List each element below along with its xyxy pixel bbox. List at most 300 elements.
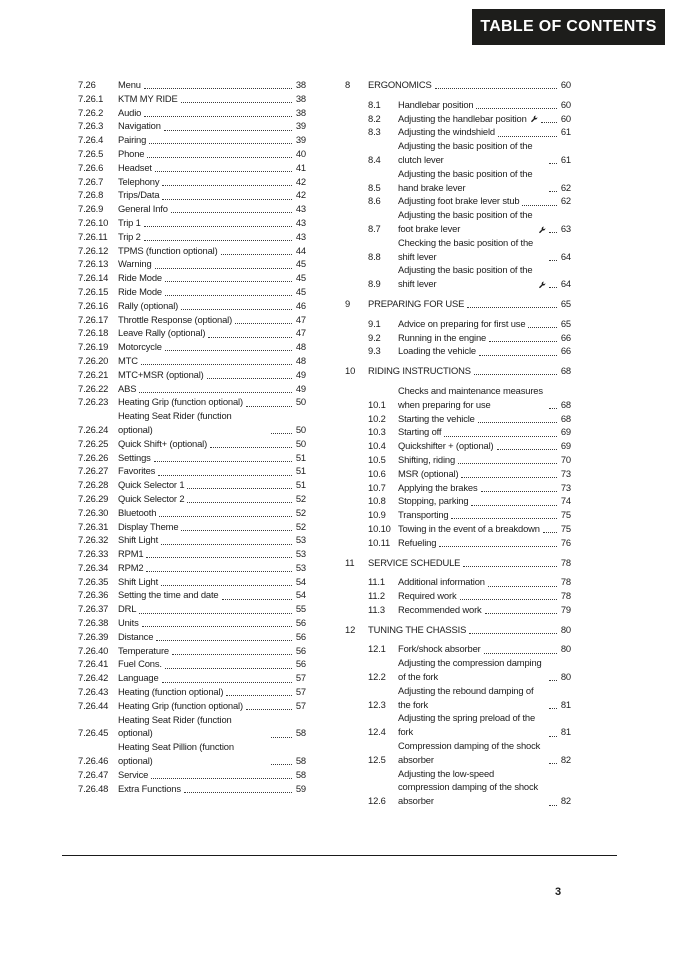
entry-page: 41 (295, 161, 306, 173)
entry-number: 7.26.38 (78, 617, 109, 629)
entry-page: 78 (560, 590, 571, 602)
entry-number: 7.26.46 (78, 755, 109, 767)
dot-leader (467, 307, 557, 308)
entry-title: Audio (118, 106, 142, 118)
entry-page: 80 (560, 643, 571, 655)
dot-leader (235, 323, 292, 324)
entry-number: 8.9 (368, 278, 381, 290)
toc-section (345, 623, 571, 808)
entry-number: 7.26.35 (78, 575, 109, 587)
entry-page: 68 (560, 412, 571, 424)
dot-leader (541, 122, 557, 123)
entry-number: 10.7 (368, 481, 386, 493)
entry-page: 56 (295, 630, 306, 642)
dot-leader (271, 764, 292, 765)
entry-page: 58 (295, 755, 306, 767)
entry-number: 7.26.18 (78, 327, 109, 339)
entry-title: Recommended work (398, 603, 482, 615)
entry-page: 69 (560, 426, 571, 438)
entry-title: Warning (118, 258, 152, 270)
entry-title: TUNING THE CHASSIS (368, 623, 467, 635)
entry-page: 60 (560, 98, 571, 110)
toc-entry-row (78, 520, 306, 534)
entry-title: Adjusting the windshield (398, 126, 495, 138)
dot-leader (144, 240, 292, 241)
footer-divider (62, 855, 617, 856)
entry-title: Refueling (398, 536, 437, 548)
dot-leader (461, 477, 557, 478)
toc-entry-row (78, 78, 306, 92)
entry-page: 50 (295, 423, 306, 435)
dot-leader (485, 613, 557, 614)
toc-entry-row (78, 230, 306, 244)
entry-number: 7.26.29 (78, 492, 109, 504)
toc-section-row (345, 364, 571, 378)
toc-entry-row (78, 285, 306, 299)
entry-page: 66 (560, 331, 571, 343)
dot-leader (549, 191, 557, 192)
entry-page: 57 (295, 699, 306, 711)
entry-title: Additional information (398, 576, 485, 588)
entry-number: 7.26.22 (78, 382, 109, 394)
entry-number: 7.26.21 (78, 368, 109, 380)
dot-leader (460, 599, 558, 600)
entry-page: 64 (560, 278, 571, 290)
dot-leader (165, 668, 292, 669)
entry-page: 78 (560, 576, 571, 588)
dot-leader (549, 287, 557, 288)
toc-left-column (78, 78, 306, 808)
toc-entry-row (368, 208, 571, 236)
entry-title: Quick Selector 1 (118, 479, 185, 491)
toc-entry-row (368, 412, 571, 426)
dot-leader (159, 516, 292, 517)
entry-page: 64 (560, 250, 571, 262)
entry-title: ABS (118, 382, 137, 394)
entry-number: 7.26.24 (78, 423, 109, 435)
dot-leader (481, 491, 558, 492)
toc-entry-row (368, 589, 571, 603)
dot-leader (471, 505, 557, 506)
entry-title: Advice on preparing for first use (398, 317, 526, 329)
entry-title: Leave Rally (optional) (118, 327, 206, 339)
toc-entry-row (78, 119, 306, 133)
entry-title: Adjusting foot brake lever stub (398, 195, 520, 207)
entry-page: 45 (295, 272, 306, 284)
entry-number: 11.3 (368, 603, 385, 615)
entry-title: Rally (optional) (118, 299, 179, 311)
toc-entry-row (368, 642, 571, 656)
toc-entry-row (78, 561, 306, 575)
entry-number: 7.26.5 (78, 147, 104, 159)
toc-entry-row (78, 644, 306, 658)
entry-number: 7.26.25 (78, 437, 109, 449)
entry-number: 10.2 (368, 412, 386, 424)
entry-page: 73 (560, 467, 571, 479)
entry-page: 82 (560, 795, 571, 807)
entry-page: 57 (295, 686, 306, 698)
toc-entry-row (368, 494, 571, 508)
entry-page: 42 (295, 189, 306, 201)
dot-leader (458, 463, 557, 464)
dot-leader (171, 212, 292, 213)
entry-number: 9.2 (368, 331, 381, 343)
entry-number: 10.3 (368, 426, 386, 438)
dot-leader (146, 557, 292, 558)
entry-number: 11 (345, 556, 355, 568)
entry-number: 7.26.6 (78, 161, 104, 173)
entry-title: MTC (118, 354, 138, 366)
dot-leader (156, 640, 292, 641)
entry-title: Quickshifter + (optional) (398, 440, 494, 452)
toc-entry-row (368, 331, 571, 345)
entry-number: 12.6 (368, 795, 386, 807)
toc-entry-row (78, 602, 306, 616)
entry-title: RPM1 (118, 548, 144, 560)
entry-page: 54 (295, 589, 306, 601)
toc-entry-row (368, 384, 571, 412)
entry-title: Stopping, parking (398, 495, 469, 507)
toc-entry-row (368, 112, 571, 126)
entry-page: 80 (560, 623, 571, 635)
entry-number: 10.1 (368, 398, 386, 410)
toc-entry-row (78, 437, 306, 451)
entry-number: 7.26.39 (78, 630, 109, 642)
dot-leader (161, 585, 292, 586)
entry-page: 38 (295, 79, 306, 90)
toc-entry-row (78, 464, 306, 478)
entry-title: Heating Grip (function optional) (118, 699, 243, 711)
dot-leader (549, 763, 557, 764)
dot-leader (497, 449, 557, 450)
toc-entry-row (368, 739, 571, 767)
entry-page: 81 (560, 698, 571, 710)
toc-entry-row (78, 257, 306, 271)
toc-entry-row (368, 711, 571, 739)
entry-page: 46 (295, 299, 306, 311)
entry-title: Checking the basic position of the shift lever (398, 236, 534, 262)
entry-number: 7.26.9 (78, 203, 104, 215)
dot-leader (144, 226, 292, 227)
entry-number: 7.26.32 (78, 534, 109, 546)
dot-leader (549, 408, 557, 409)
entry-title: Extra Functions (118, 782, 181, 794)
toc-entry-row (78, 768, 306, 782)
toc-entry-row (368, 344, 571, 358)
dot-leader (528, 327, 557, 328)
entry-number: 7.26.27 (78, 465, 109, 477)
toc-entry-row (78, 616, 306, 630)
dot-leader (208, 337, 292, 338)
entry-page: 49 (295, 382, 306, 394)
toc-entry-row (78, 216, 306, 230)
toc-entry-row (368, 167, 571, 195)
entry-number: 7.26.48 (78, 782, 109, 794)
entry-page: 60 (560, 112, 571, 124)
dot-leader (451, 518, 557, 519)
entry-title: Fork/shock absorber (398, 643, 481, 655)
entry-page: 43 (295, 230, 306, 242)
dot-leader (498, 136, 557, 137)
entry-title: Telephony (118, 175, 160, 187)
entry-title: TPMS (function optional) (118, 244, 218, 256)
dot-leader (146, 571, 292, 572)
toc-entry-row (78, 740, 306, 768)
entry-title: Trip 2 (118, 230, 141, 242)
wrench-icon (538, 226, 546, 234)
toc-entry-row (368, 236, 571, 264)
entry-page: 61 (560, 153, 571, 165)
entry-number: 8.6 (368, 195, 381, 207)
toc-entry-row (78, 244, 306, 258)
entry-number: 7.26.14 (78, 272, 109, 284)
entry-number: 7.26.34 (78, 561, 109, 573)
entry-title: MSR (optional) (398, 467, 459, 479)
entry-page: 50 (295, 396, 306, 408)
dot-leader (549, 708, 557, 709)
dot-leader (165, 281, 292, 282)
entry-number: 12.3 (368, 698, 386, 710)
entry-number: 10.11 (368, 536, 391, 548)
entry-title: Favorites (118, 465, 156, 477)
entry-number: 8.3 (368, 126, 381, 138)
entry-title: Heating Grip (function optional) (118, 396, 243, 408)
entry-page: 79 (560, 603, 571, 615)
toc-section-entries (368, 98, 571, 291)
toc-entry-row (368, 425, 571, 439)
entry-number: 7.26.1 (78, 92, 104, 104)
entry-page: 38 (295, 92, 306, 104)
dot-leader (165, 295, 292, 296)
entry-page: 73 (560, 481, 571, 493)
toc-section-row (345, 556, 571, 570)
entry-title: Adjusting the compression damping of the fork (398, 657, 542, 683)
dot-leader (162, 185, 292, 186)
toc-entry-row (368, 317, 571, 331)
entry-page: 50 (295, 437, 306, 449)
toc-entry-row (368, 194, 571, 208)
entry-title: Pairing (118, 134, 147, 146)
entry-title: Service (118, 768, 149, 780)
toc-entry-row (368, 656, 571, 684)
entry-page: 56 (295, 658, 306, 670)
entry-page: 80 (560, 671, 571, 683)
entry-page: 43 (295, 216, 306, 228)
entry-page: 65 (560, 317, 571, 329)
page-title-text: TABLE OF CONTENTS (480, 18, 657, 35)
entry-page: 62 (560, 181, 571, 193)
dot-leader (226, 695, 292, 696)
entry-number: 7.26.19 (78, 341, 109, 353)
dot-leader (549, 736, 557, 737)
toc-entry-row (78, 671, 306, 685)
entry-page: 55 (295, 603, 306, 615)
toc-entry-row (78, 92, 306, 106)
entry-number: 7.26.26 (78, 451, 109, 463)
entry-page: 52 (295, 520, 306, 532)
toc-entry-row (368, 575, 571, 589)
entry-number: 12.5 (368, 753, 386, 765)
dot-leader (155, 268, 292, 269)
entry-title: Headset (118, 161, 152, 173)
entry-page: 43 (295, 203, 306, 215)
entry-page: 75 (560, 522, 571, 534)
entry-title: Ride Mode (118, 272, 162, 284)
toc-entry-row (78, 533, 306, 547)
entry-title: Adjusting the low-speed compression damping of the shock absorber (398, 767, 539, 807)
entry-number: 7.26.12 (78, 244, 109, 256)
dot-leader (187, 488, 292, 489)
entry-title: Distance (118, 630, 154, 642)
dot-leader (142, 626, 292, 627)
entry-title: Temperature (118, 644, 169, 656)
entry-title: Fuel Cons. (118, 658, 162, 670)
entry-number: 7.26.43 (78, 686, 109, 698)
toc-entry-row (78, 782, 306, 796)
toc-entry-row (78, 368, 306, 382)
entry-title: SERVICE SCHEDULE (368, 556, 461, 568)
entry-page: 38 (295, 106, 306, 118)
entry-title: Adjusting the rebound damping of the fork (398, 684, 534, 710)
dot-leader (158, 475, 292, 476)
entry-title: RPM2 (118, 561, 144, 573)
toc-section-row (345, 623, 571, 637)
entry-page: 51 (295, 479, 306, 491)
dot-leader (141, 364, 292, 365)
toc-entry-row (78, 299, 306, 313)
toc-section-entries (368, 642, 571, 808)
entry-number: 7.26.8 (78, 189, 104, 201)
toc-entry-row (368, 481, 571, 495)
entry-page: 40 (295, 147, 306, 159)
dot-leader (549, 805, 557, 806)
dot-leader (139, 613, 292, 614)
entry-page: 49 (295, 368, 306, 380)
toc-entry-row (368, 522, 571, 536)
toc-entry-row (78, 575, 306, 589)
dot-leader (549, 680, 557, 681)
entry-number: 8.7 (368, 222, 381, 234)
entry-title: Adjusting the basic position of the hand brake lever (398, 167, 533, 193)
dot-leader (162, 199, 292, 200)
dot-leader (172, 654, 292, 655)
entry-number: 8.8 (368, 250, 381, 262)
entry-page: 51 (295, 451, 306, 463)
entry-title: Applying the brakes (398, 481, 478, 493)
entry-page: 48 (295, 354, 306, 366)
entry-number: 12.1 (368, 643, 386, 655)
entry-number: 8 (345, 79, 351, 90)
entry-page: 52 (295, 492, 306, 504)
entry-title: Navigation (118, 120, 161, 132)
entry-title: Bluetooth (118, 506, 157, 518)
entry-title: Units (118, 617, 139, 629)
toc-entry-row (78, 409, 306, 437)
dot-leader (184, 792, 292, 793)
entry-page: 59 (295, 782, 306, 794)
entry-title: PREPARING FOR USE (368, 297, 465, 309)
toc-entry-row (368, 467, 571, 481)
dot-leader (474, 374, 557, 375)
entry-number: 8.1 (368, 98, 381, 110)
entry-number: 7.26 (78, 79, 96, 90)
entry-title: Starting off (398, 426, 442, 438)
entry-title: Language (118, 672, 159, 684)
dot-leader (549, 163, 557, 164)
entry-title: Motorcycle (118, 341, 162, 353)
toc-entry-row (368, 767, 571, 808)
toc-entry-row (368, 684, 571, 712)
entry-number: 10.5 (368, 453, 386, 465)
entry-title: Adjusting the handlebar position (398, 112, 527, 124)
dot-leader (549, 260, 557, 261)
toc-entry-row (78, 133, 306, 147)
toc-right-column (345, 78, 571, 808)
dot-leader (246, 709, 292, 710)
toc-entry-row (78, 451, 306, 465)
entry-page: 68 (560, 398, 571, 410)
entry-number: 12.2 (368, 671, 386, 683)
page-title (472, 9, 665, 45)
entry-page: 82 (560, 753, 571, 765)
entry-title: Starting the vehicle (398, 412, 475, 424)
dot-leader (478, 422, 557, 423)
toc-section-entries (368, 575, 571, 616)
entry-number: 7.26.7 (78, 175, 104, 187)
toc-entry-row (78, 395, 306, 409)
entry-title: General Info (118, 203, 168, 215)
dot-leader (147, 157, 292, 158)
dot-leader (210, 447, 292, 448)
toc-entry-row (368, 508, 571, 522)
entry-title: Checks and maintenance measures when preparing for use (398, 384, 543, 410)
toc-entry-row (78, 271, 306, 285)
entry-page: 42 (295, 175, 306, 187)
entry-number: 7.26.11 (78, 230, 108, 242)
toc-entry-row (78, 492, 306, 506)
entry-title: DRL (118, 603, 137, 615)
entry-number: 9.3 (368, 345, 381, 357)
entry-page: 53 (295, 561, 306, 573)
entry-title: Throttle Response (optional) (118, 313, 233, 325)
toc-entry-row (368, 125, 571, 139)
entry-number: 10.4 (368, 440, 386, 452)
footer-page-number: 3 (554, 886, 562, 898)
toc-entry-row (78, 340, 306, 354)
entry-page: 45 (295, 285, 306, 297)
toc-entry-row (368, 536, 571, 550)
toc-entry-row (78, 506, 306, 520)
entry-title: Compression damping of the shock absorber (398, 740, 541, 765)
toc-entry-row (78, 382, 306, 396)
entry-title: Adjusting the basic position of the shift lever (398, 264, 533, 290)
entry-page: 78 (560, 556, 571, 568)
toc-section (345, 364, 571, 549)
entry-number: 7.26.44 (78, 699, 109, 711)
entry-page: 57 (295, 672, 306, 684)
toc-entry-row (368, 263, 571, 291)
toc-entry-row (78, 685, 306, 699)
entry-page: 65 (560, 297, 571, 309)
toc-entry-row (368, 603, 571, 617)
toc-entry-row (368, 453, 571, 467)
entry-number: 12.4 (368, 726, 386, 738)
entry-number: 7.26.4 (78, 134, 104, 146)
dot-leader (488, 586, 557, 587)
entry-page: 53 (295, 548, 306, 560)
entry-number: 7.26.3 (78, 120, 104, 132)
toc-entry-row (78, 547, 306, 561)
